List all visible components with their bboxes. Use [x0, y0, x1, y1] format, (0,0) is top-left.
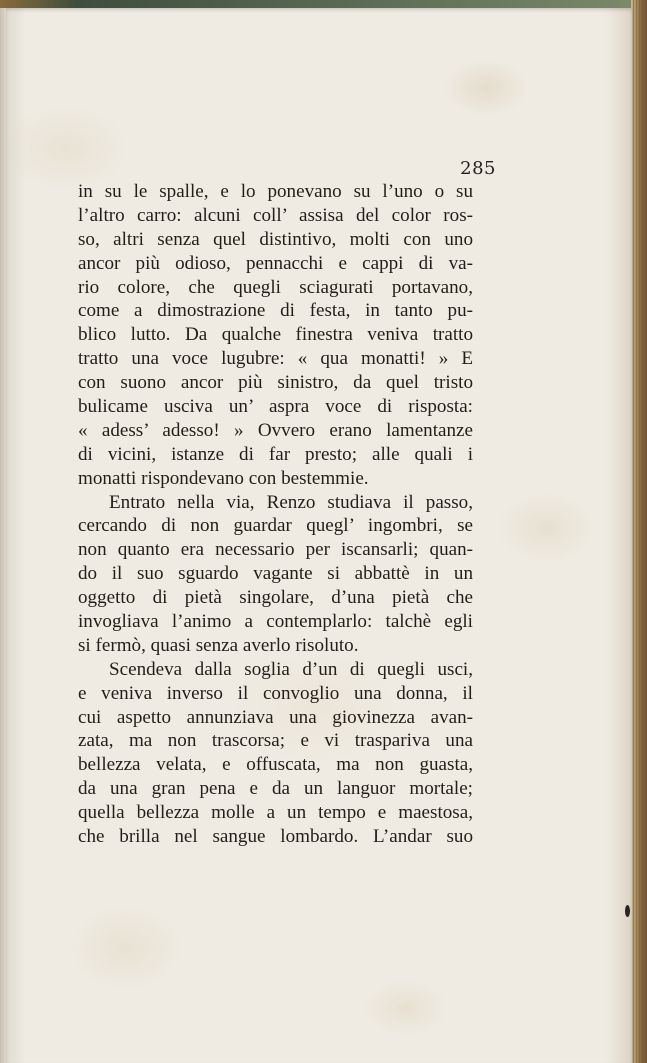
- text-line: bellezza velata, e offuscata, ma non guasta,: [78, 754, 473, 776]
- body-text: [78, 180, 473, 849]
- text-line: rio colore, che quegli sciagurati portavano,: [78, 276, 473, 298]
- text-line: Entrato nella via, Renzo studiava il passo,: [109, 491, 473, 513]
- page-number: 285: [460, 158, 496, 179]
- text-line: che brilla nel sangue lombardo. L’andar suo: [78, 826, 473, 848]
- text-line: con suono ancor più sinistro, da quel tristo: [78, 372, 473, 394]
- text-line: Scendeva dalla soglia d’un di quegli usci,: [109, 658, 473, 680]
- text-line: zata, ma non trascorsa; e vi traspariva una: [78, 730, 473, 752]
- text-line: di vicini, istanze di far presto; alle quali i: [78, 443, 473, 465]
- text-line: da una gran pena e da un languor mortale;: [78, 778, 473, 800]
- paragraph-1: [78, 180, 473, 491]
- text-line: ancor più odioso, pennacchi e cappi di va-: [78, 252, 473, 274]
- text-line: l’altro carro: alcuni coll’ assisa del color ros-: [78, 204, 473, 226]
- text-line: come a dimostrazione di festa, in tanto pu-: [78, 300, 473, 322]
- text-line: blico lutto. Da qualche finestra veniva tratto: [78, 324, 473, 346]
- text-line: quella bellezza molle a un tempo e maestosa,: [78, 802, 473, 824]
- text-line: cercando di non guardar quegl’ ingombri, se: [78, 515, 473, 537]
- text-line: cui aspetto annunziava una giovinezza avan-: [78, 706, 473, 728]
- text-line: oggetto di pietà singolare, d’una pietà che: [78, 587, 473, 609]
- text-line: tratto una voce lugubre: « qua monatti! » E: [78, 348, 473, 370]
- text-line: si fermò, quasi senza averlo risoluto.: [78, 634, 359, 656]
- text-line: monatti rispondevano con bestemmie.: [78, 467, 369, 489]
- text-line: do il suo sguardo vagante si abbattè in un: [78, 563, 473, 585]
- text-line: « adess’ adesso! » Ovvero erano lamentanze: [78, 419, 473, 441]
- text-line: so, altri senza quel distintivo, molti con uno: [78, 228, 473, 250]
- text-line: e veniva inverso il convoglio una donna, il: [78, 682, 473, 704]
- paragraph-3: [78, 658, 473, 849]
- text-line: in su le spalle, e lo ponevano su l’uno o su: [78, 181, 473, 202]
- text-line: bulicame usciva un’ aspra voce di risposta:: [78, 396, 473, 418]
- ink-blot: [625, 905, 630, 917]
- book-page: [6, 8, 633, 1063]
- text-line: invogliava l’animo a contemplarlo: talchè egli: [78, 611, 473, 633]
- paragraph-2: [78, 491, 473, 658]
- text-line: non quanto era necessario per iscansarli; quan-: [78, 539, 473, 561]
- page-edges: [631, 0, 647, 1063]
